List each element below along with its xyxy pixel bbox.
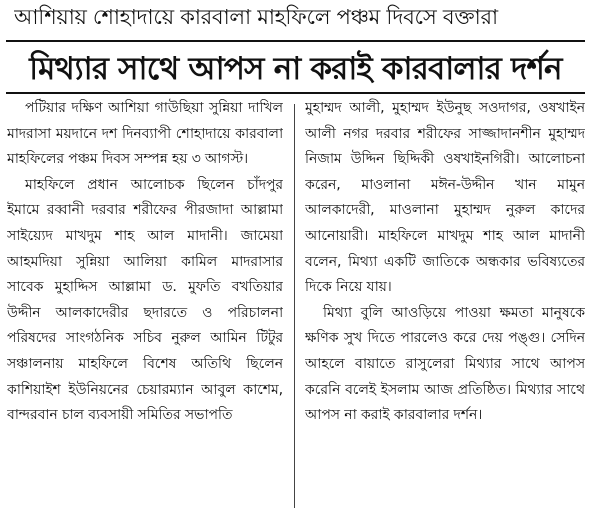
left-column bbox=[7, 96, 283, 516]
paragraph: মুহাম্মদ আলী, মুহাম্মদ ইউনুছ সওদাগর, ওষখাইন আলী নগর দরবার শরীফের সাজ্জাদানশীন মুহাম্মদ নিজাম উদ্দিন ছিদ্দিকী ওষখাইনগিরী। আলোচনা করেন, মাওলানা মঈন-উদ্দীন খান মামুন আলকাদেরী, মাওলানা মুহাম্মদ নুরুল কাদের আনোয়ারী। মাহফিলে মাখদুম শাহ আল মাদানী বলেন, মিথ্যা একটি জাতিকে অন্ধকার ভবিষ্যতের দিকে নিয়ে যায়। bbox=[305, 100, 585, 296]
column-divider bbox=[294, 104, 295, 508]
headline-rule bbox=[6, 92, 585, 94]
paragraph: মিথ্যা বুলি আওড়িয়ে পাওয়া ক্ষমতা মানুষকে ক্ষণিক সুখ দিতে পারলেও করে দেয় পঙ্গু। সেদিন আহলে বায়াতে রাসুলেরা মিথ্যার সাথে আপস করেনি বলেই ইসলাম আজ প্রতিষ্ঠিত। মিথ্যার সাথে আপস না করাই কারবালার দর্শন। bbox=[305, 304, 585, 424]
kicker-rule bbox=[6, 40, 585, 42]
article-headline: মিথ্যার সাথে আপস না করাই কারবালার দর্শন bbox=[29, 51, 562, 87]
right-column bbox=[305, 96, 585, 516]
paragraph: পটিয়ার দক্ষিণ আশিয়া গাউছিয়া সুন্নিয়া দাখিল মাদরাসা ময়দানে দশ দিনব্যাপী শোহাদায়ে কারবালা মাহফিলের পঞ্চম দিবস সম্পন্ন হয় ৩ আগস্ট। bbox=[7, 100, 283, 168]
paragraph: মাহফিলে প্রধান আলোচক ছিলেন চাঁদপুর ইমামে রব্বানী দরবার শরীফের পীরজাদা আল্লামা সাইয়্যেদ মাখদুম শাহ আল মাদানী। জামেয়া আহমদিয়া সুন্নিয়া আলিয়া কামিল মাদরাসার সাবেক মুহাদ্দিস আল্লামা ড. মুফতি বখতিয়ার উদ্দীন আলকাদেরীর ছদারতে ও পরিচালনা পরিষদের সাংগঠনিক সচিব নুরুল আমিন টিটুর সঞ্চালনায় মাহফিলে বিশেষ অতিথি ছিলেন কাশিয়াইশ ইউনিয়নের চেয়ারম্যান আবুল কাশেম, বান্দরবান চাল ব্যবসায়ী সমিতির সভাপতি bbox=[7, 176, 283, 424]
article-kicker: আশিয়ায় শোহাদায়ে কারবালা মাহফিলে পঞ্চম দিবসে বক্তারা bbox=[14, 5, 498, 29]
